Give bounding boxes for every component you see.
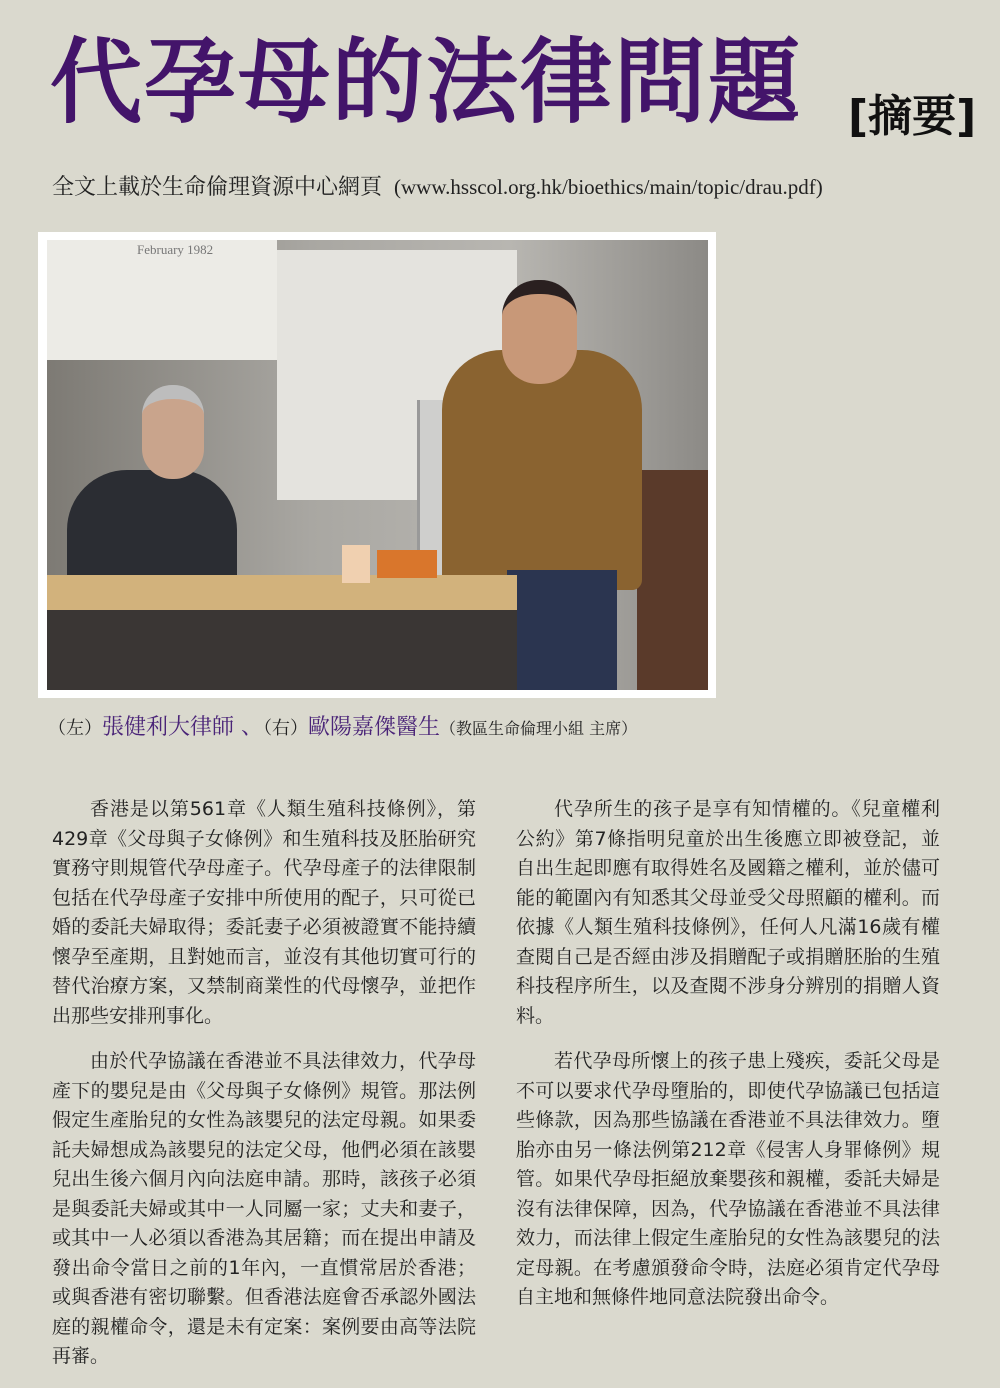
body-column-right (516, 795, 940, 1329)
caption-separator: 、 (234, 715, 264, 740)
subtitle-text: 全文上載於生命倫理資源中心網頁 (52, 175, 383, 200)
body-column-left (52, 795, 476, 1388)
article-title: 代孕母的法律問題 (50, 29, 803, 136)
caption-right-role: （教區生命倫理小組 主席） (440, 719, 638, 738)
slide-text: February 1982 (137, 242, 214, 257)
photo-caption (48, 710, 637, 741)
caption-left-label: （左） (48, 718, 102, 739)
photo-frame (38, 232, 716, 698)
projector-screen (47, 240, 277, 360)
paragraph: 代孕所生的孩子是享有知情權的。《兒童權利公約》第7條指明兒童於出生後應立即被登記，並自出生起即應有取得姓名及國籍之權利，並於儘可能的範圍內有知悉其父母並受父母照顧的權利。而依據《人類生殖科技條例》，任何人凡滿16歲有權查閱自己是否經由涉及捐贈配子或捐贈胚胎的生殖科技程序所生，以及查閱不涉身分辨別的捐贈人資料。 (516, 798, 940, 1027)
paragraph: 若代孕母所懷上的孩子患上殘疾，委託父母是不可以要求代孕母墮胎的，即使代孕協議已包括這些條款，因為那些協議在香港並不具法律效力。墮胎亦由另一條法例第212章《侵害人身罪條例》規管。如果代孕母拒絕放棄嬰孩和親權，委託夫婦是沒有法律保障，因為，代孕協議在香港並不具法律效力，而法律上假定生產胎兒的女性為該嬰兒的法定母親。在考慮頒發命令時，法庭必須肯定代孕母自主地和無條件地同意法院發出命令。 (516, 1050, 940, 1308)
caption-right-name: 歐陽嘉傑醫生 (308, 715, 441, 740)
source-url: (www.hsscol.org.hk/bioethics/main/topic/drau.pdf) (394, 175, 823, 199)
paragraph: 香港是以第561章《人類生殖科技條例》，第429章《父母與子女條例》和生殖科技及胚胎研究實務守則規管代孕母產子。代孕母產子的法律限制包括在代孕母產子安排中所使用的配子，只可從已婚的委託夫婦取得；委託妻子必須被證實不能持續懷孕至產期，且對她而言，並沒有其他切實可行的替代治療方案，又禁制商業性的代母懷孕，並把作出那些安排刑事化。 (52, 798, 476, 1027)
caption-right-label: （右） (263, 718, 309, 739)
standing-speaker (442, 350, 642, 590)
event-photo (47, 240, 708, 690)
abstract-tag: [摘要] (848, 91, 977, 142)
subtitle (52, 170, 823, 201)
paragraph: 由於代孕協議在香港並不具法律效力，代孕母產下的嬰兒是由《父母與子女條例》規管。那法例假定生產胎兒的女性為該嬰兒的法定母親。如果委託夫婦想成為該嬰兒的法定父母，他們必須在該嬰兒出生後六個月內向法庭申請。那時，該孩子必須是與委託夫婦或其中一人同屬一家；丈夫和妻子，或其中一人必須以香港為其居籍；而在提出申請及發出命令當日之前的1年內，一直慣常居於香港；或與香港有密切聯繫。但香港法庭會否承認外國法庭的親權命令，還是未有定案：案例要由高等法院再審。 (52, 1050, 476, 1367)
caption-left-name: 張健利大律師 (102, 715, 235, 740)
table (47, 575, 517, 610)
